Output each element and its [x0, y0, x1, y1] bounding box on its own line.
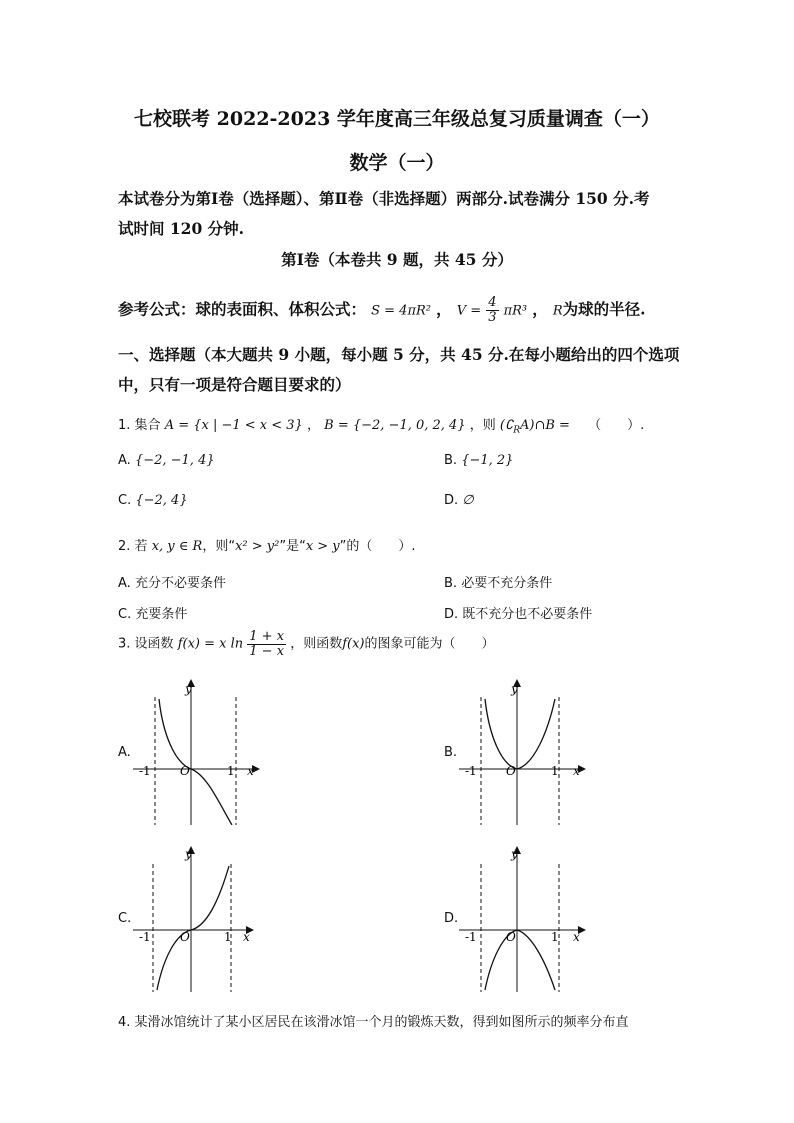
svg-text:1: 1 — [551, 930, 559, 944]
volume-prefix: V = — [456, 303, 482, 319]
origin-label: O — [180, 764, 190, 778]
curve — [157, 866, 229, 990]
curve — [485, 699, 555, 769]
q1-option-a[interactable]: A. {−2, −1, 4} — [118, 453, 215, 468]
y-label: y — [185, 682, 192, 696]
q2-cond2: x > y — [305, 539, 340, 554]
curve — [159, 699, 232, 825]
surface-formula: S = 4πR² — [371, 303, 431, 319]
svg-text:x: x — [573, 930, 580, 944]
q3-func: f(x) — [342, 636, 365, 652]
svg-text:1: 1 — [224, 930, 232, 944]
svg-text:-1: -1 — [465, 930, 477, 944]
q2-option-d[interactable]: D. 既不充分也不必要条件 — [444, 607, 593, 622]
svg-text:O: O — [506, 764, 516, 778]
svg-text:x: x — [243, 930, 250, 944]
q2-vars: x, y ∈ R — [151, 539, 203, 554]
graph-b — [459, 675, 589, 825]
reference-formula: 参考公式：球的表面积、体积公式： S = 4πR² ， V = $\frac{4}{3}$ πR³ ， R为球的半径. — [118, 295, 646, 325]
page-title: 七校联考 2022-2023 学年度高三年级总复习质量调查（一） — [134, 108, 660, 130]
q2-option-c[interactable]: C. 充要条件 — [118, 607, 188, 622]
q1-prefix: 1. 集合 — [118, 418, 161, 433]
q1-set-b: B = {−2, −1, 0, 2, 4} — [324, 418, 466, 433]
svg-text:y: y — [511, 682, 518, 696]
q1-set-a: A = {x | −1 < x < 3} — [164, 418, 303, 433]
q1-expr: $(∁_RA)\cap B$ = — [499, 418, 570, 436]
part1-line-1: 一、选择题（本大题共 9 小题，每小题 5 分，共 45 分.在每小题给出的四个选项 — [118, 345, 680, 364]
volume-num: 4 — [488, 295, 497, 310]
svg-text:O: O — [180, 930, 190, 944]
radius-var: R — [552, 303, 563, 319]
q1-comma: ， — [306, 418, 320, 433]
intro-line-2: 试时间 120 分钟. — [118, 219, 245, 238]
volume-den: 3 — [488, 309, 497, 325]
q2-option-b[interactable]: B. 必要不充分条件 — [444, 576, 553, 591]
question-3-stem: 3. 设函数 f(x) = x ln $\frac{1 + x}{1 - x}$ ，则函数f(x)的图象可能为（ ） — [118, 629, 495, 659]
q3-option-d[interactable]: D. — [444, 911, 459, 926]
q2-option-a[interactable]: A. 充分不必要条件 — [118, 576, 226, 591]
q3-func-left: f(x) = x ln — [177, 636, 244, 652]
question-4-stem: 4. 某滑冰馆统计了某小区居民在该滑冰馆一个月的锻炼天数，得到如图所示的频率分布直 — [118, 1015, 629, 1030]
page-subtitle: 数学（一） — [349, 152, 445, 174]
q3-option-a[interactable]: A. — [118, 745, 131, 760]
q3-fraction: $\frac{1 + x}{1 - x}$ — [249, 629, 285, 659]
volume-suffix: πR³ — [503, 303, 528, 319]
part1-line-2: 中，只有一项是符合题目要求的） — [118, 375, 351, 394]
x-label: x — [247, 764, 254, 778]
q1-blank: （ ）. — [588, 418, 645, 433]
svg-text:y: y — [511, 847, 518, 861]
radius-text: 为球的半径. — [562, 299, 646, 319]
q1-option-c[interactable]: C. {−2, 4} — [118, 493, 188, 508]
q2-prefix: 2. 若 — [118, 539, 148, 554]
q3-option-c[interactable]: C. — [118, 911, 132, 926]
q1-option-d[interactable]: D. ∅ — [444, 493, 474, 508]
curve — [485, 930, 555, 990]
q3-prefix: 3. 设函数 — [118, 636, 174, 652]
graph-d — [459, 842, 589, 992]
q3-option-b[interactable]: B. — [444, 745, 458, 760]
graph-c — [133, 842, 263, 992]
reference-label: 参考公式：球的表面积、体积公式： — [118, 299, 367, 319]
volume-fraction — [486, 296, 498, 324]
graph-a — [133, 675, 263, 825]
section-header: 第Ⅰ卷（本卷共 9 题，共 45 分） — [281, 250, 513, 269]
q1-option-b[interactable]: B. {−1, 2} — [444, 453, 514, 468]
svg-text:x: x — [573, 764, 580, 778]
question-2-stem: 2. 若 x, y ∈ R，则“x² > y²”是“x > y”的（ ）. — [118, 539, 416, 554]
pos1-label: 1 — [227, 764, 235, 778]
reference-sep: ， — [436, 299, 452, 319]
intro-line-1: 本试卷分为第Ⅰ卷（选择题）、第Ⅱ卷（非选择题）两部分.试卷满分 150 分.考 — [118, 189, 650, 208]
svg-text:y: y — [185, 847, 192, 861]
q2-cond1: x² > y² — [235, 539, 280, 554]
q1-mid: ，则 — [469, 418, 496, 433]
svg-text:1: 1 — [551, 764, 559, 778]
svg-text:O: O — [506, 930, 516, 944]
question-1-stem — [118, 414, 644, 436]
svg-text:-1: -1 — [465, 764, 477, 778]
neg1-label: -1 — [139, 764, 151, 778]
svg-text:-1: -1 — [139, 930, 151, 944]
